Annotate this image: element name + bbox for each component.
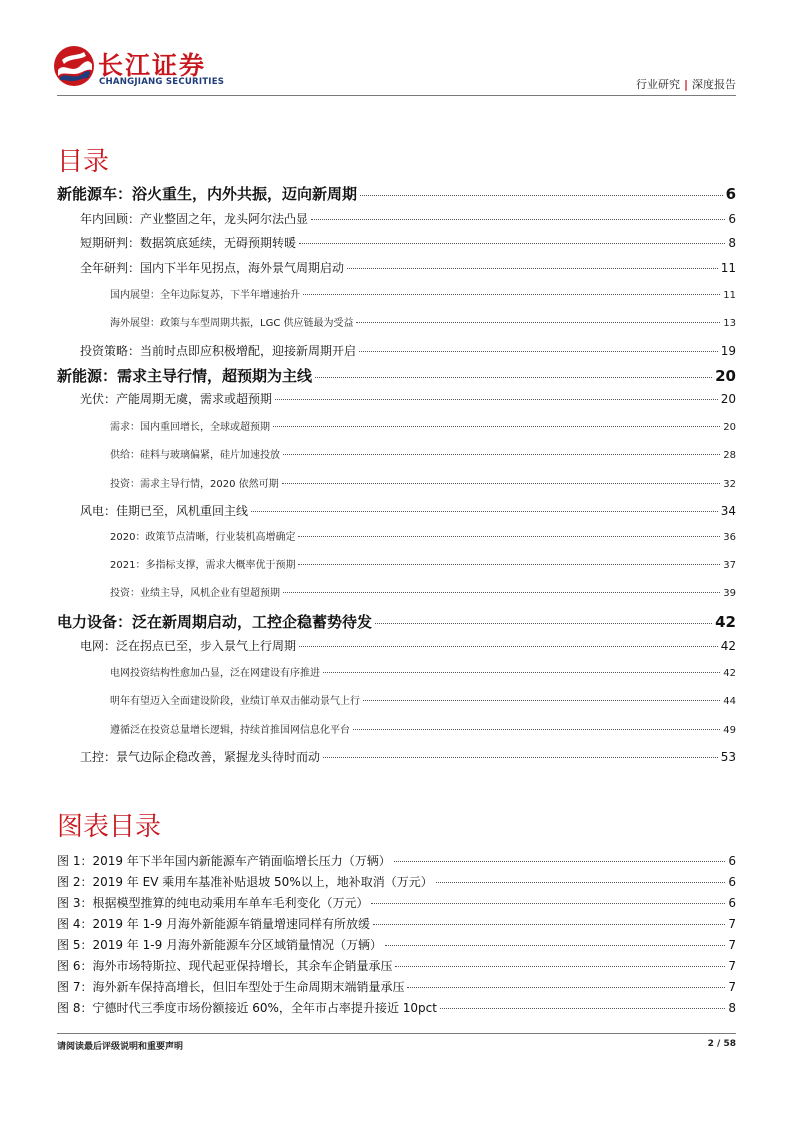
toc-entry[interactable] — [110, 584, 736, 599]
toc-entry[interactable] — [57, 611, 736, 632]
figure-entry-label: 图 5：2019 年 1-9 月海外新能源车分区域销量情况（万辆） — [57, 938, 383, 952]
toc-entry-page: 19 — [720, 344, 736, 358]
figure-entry-label: 图 8：宁德时代三季度市场份额接近 60%，全年市占率提升接近 10pct — [57, 1001, 437, 1015]
toc-entry-label: 2020：政策节点清晰，行业装机高增确定 — [110, 532, 296, 543]
toc-entry-page: 36 — [723, 532, 736, 543]
figure-entry-label: 图 3：根据模型推算的纯电动乘用车单车毛利变化（万元） — [57, 896, 369, 910]
toc-entry[interactable] — [110, 286, 736, 301]
toc-entry-page: 20 — [723, 422, 736, 433]
toc-entry-page: 8 — [728, 236, 736, 250]
figure-entry-page: 7 — [728, 917, 736, 931]
company-logo — [52, 44, 242, 90]
figure-entry-label: 图 1：2019 年下半年国内新能源车产销面临增长压力（万辆） — [57, 854, 391, 868]
header-rule — [57, 95, 736, 96]
logo-chinese-name: 长江证券 — [98, 51, 207, 80]
leader-dots — [436, 882, 726, 883]
leader-dots — [356, 322, 720, 323]
toc-entry[interactable] — [80, 210, 736, 227]
footer-disclaimer: 请阅读最后评级说明和重要声明 — [57, 1042, 184, 1052]
toc-entry-page: 11 — [723, 290, 736, 301]
toc-entry-page: 42 — [723, 668, 736, 679]
leader-dots — [315, 377, 712, 378]
toc-entry-label: 新能源：需求主导行情，超预期为主线 — [57, 367, 313, 385]
toc-entry-page: 42 — [715, 613, 736, 631]
toc-entry-label: 明年有望迈入全面建设阶段，业绩订单双击催动景气上行 — [110, 696, 360, 707]
toc-entry-label: 光伏：产能周期无虞，需求或超预期 — [80, 392, 273, 406]
leader-dots — [283, 592, 720, 593]
toc-entry[interactable] — [57, 183, 736, 204]
leader-dots — [299, 243, 725, 244]
toc-entry-label: 需求：国内重回增长，全球或超预期 — [110, 422, 270, 433]
leader-dots — [323, 672, 720, 673]
toc-entry-page: 49 — [723, 725, 736, 736]
footer-rule — [57, 1033, 736, 1034]
figure-entry-page: 6 — [728, 875, 736, 889]
figure-entry-page: 7 — [728, 959, 736, 973]
leader-dots — [385, 945, 725, 946]
toc-entry-page: 32 — [723, 479, 736, 490]
toc-entry-page: 34 — [720, 504, 736, 518]
figure-entry-page: 7 — [728, 938, 736, 952]
toc-entry-label: 海外展望：政策与车型周期共振，LGC 供应链最为受益 — [110, 318, 354, 329]
figure-entry[interactable] — [57, 957, 736, 974]
toc-entry-page: 6 — [728, 212, 736, 226]
toc-entry-label: 国内展望：全年边际复苏，下半年增速抬升 — [110, 290, 300, 301]
toc-entry-page: 6 — [725, 185, 736, 203]
toc-entry[interactable] — [110, 314, 736, 329]
figure-entry-label: 图 6：海外市场特斯拉、现代起亚保持增长，其余车企销量承压 — [57, 959, 393, 973]
leader-dots — [440, 1008, 725, 1009]
leader-dots — [407, 987, 725, 988]
leader-dots — [394, 861, 726, 862]
toc-entry-label: 投资：需求主导行情，2020 依然可期 — [110, 479, 279, 490]
figure-entry-page: 7 — [728, 980, 736, 994]
page-header — [0, 0, 793, 100]
figure-entry-page: 6 — [728, 896, 736, 910]
toc-entry[interactable] — [80, 234, 736, 251]
figure-entry[interactable] — [57, 978, 736, 995]
toc-entry[interactable] — [80, 637, 736, 654]
toc-entry-page: 42 — [720, 639, 736, 653]
toc-entry-label: 电网投资结构性愈加凸显，泛在网建设有序推进 — [110, 668, 320, 679]
leader-dots — [373, 924, 725, 925]
toc-entry[interactable] — [110, 692, 736, 707]
toc-entry[interactable] — [110, 664, 736, 679]
leader-dots — [273, 426, 720, 427]
toc-entry[interactable] — [80, 748, 736, 765]
toc-entry-page: 53 — [720, 750, 736, 764]
toc-entry-page: 37 — [723, 560, 736, 571]
figures-title: 图表目录 — [57, 812, 162, 842]
toc-entry[interactable] — [110, 528, 736, 543]
leader-dots — [303, 294, 720, 295]
toc-entry[interactable] — [80, 259, 736, 276]
toc-entry[interactable] — [110, 418, 736, 433]
toc-entry-label: 投资：业绩主导，风机企业有望超预期 — [110, 588, 280, 599]
leader-dots — [363, 700, 720, 701]
leader-dots — [282, 483, 721, 484]
leader-dots — [251, 511, 718, 512]
document-type — [636, 76, 736, 92]
toc-entry-page: 20 — [715, 367, 736, 385]
toc-entry-page: 28 — [723, 450, 736, 461]
figure-entry[interactable] — [57, 894, 736, 911]
figure-entry[interactable] — [57, 873, 736, 890]
toc-entry[interactable] — [80, 342, 736, 359]
toc-entry-page: 20 — [720, 392, 736, 406]
toc-entry-label: 年内回顾：产业整固之年，龙头阿尔法凸显 — [80, 212, 309, 226]
leader-dots — [298, 564, 720, 565]
toc-entry-page: 39 — [723, 588, 736, 599]
toc-entry-label: 电力设备：泛在新周期启动，工控企稳蓄势待发 — [57, 613, 373, 631]
logo-english-name: CHANGJIANG SECURITIES — [99, 77, 225, 87]
toc-entry-label: 全年研判：国内下半年见拐点，海外景气周期启动 — [80, 261, 345, 275]
toc-entry-label: 投资策略：当前时点即应积极增配，迎接新周期开启 — [80, 344, 357, 358]
figure-entry[interactable] — [57, 999, 736, 1016]
toc-entry-label: 供给：硅料与玻璃偏紧，硅片加速投放 — [110, 450, 280, 461]
leader-dots — [371, 903, 725, 904]
figure-entry[interactable] — [57, 915, 736, 932]
toc-entry-label: 电网：泛在拐点已至，步入景气上行周期 — [80, 639, 297, 653]
leader-dots — [283, 454, 720, 455]
toc-entry[interactable] — [110, 556, 736, 571]
toc-entry-label: 2021：多指标支撑，需求大概率优于预期 — [110, 560, 296, 571]
separator: | — [683, 78, 688, 91]
figure-entry[interactable] — [57, 936, 736, 953]
toc-entry[interactable] — [80, 390, 736, 407]
toc-entry[interactable] — [110, 721, 736, 736]
leader-dots — [353, 729, 720, 730]
leader-dots — [275, 399, 718, 400]
toc-entry-label: 风电：佳期已至，风机重回主线 — [80, 504, 249, 518]
toc-entry-page: 44 — [723, 696, 736, 707]
wave-logo-icon — [52, 44, 96, 88]
toc-entry-label: 工控：景气边际企稳改善，紧握龙头待时而动 — [80, 750, 321, 764]
toc-entry-label: 遵循泛在投资总量增长逻辑，持续首推国网信息化平台 — [110, 725, 350, 736]
toc-entry[interactable] — [80, 502, 736, 519]
toc-entry-label: 短期研判：数据筑底延续，无碍预期转暖 — [80, 236, 297, 250]
figure-entry[interactable] — [57, 852, 736, 869]
doc-category: 行业研究 — [635, 78, 680, 91]
toc-entry-label: 新能源车：浴火重生，内外共振，迈向新周期 — [57, 185, 358, 203]
toc-entry-page: 11 — [720, 261, 736, 275]
toc-entry-page: 13 — [723, 318, 736, 329]
toc-entry[interactable] — [110, 475, 736, 490]
leader-dots — [311, 219, 725, 220]
figure-entry-page: 6 — [728, 854, 736, 868]
leader-dots — [299, 646, 718, 647]
doc-subtype: 深度报告 — [692, 78, 736, 91]
figure-entry-label: 图 2：2019 年 EV 乘用车基准补贴退坡 50%以上，地补取消（万元） — [57, 875, 433, 889]
leader-dots — [347, 268, 718, 269]
toc-title: 目录 — [57, 147, 110, 177]
leader-dots — [375, 623, 712, 624]
leader-dots — [359, 351, 718, 352]
leader-dots — [395, 966, 725, 967]
toc-entry[interactable] — [110, 446, 736, 461]
page-number: 2 / 58 — [707, 1039, 736, 1049]
leader-dots — [298, 536, 720, 537]
leader-dots — [360, 195, 723, 196]
figure-entry-label: 图 4：2019 年 1-9 月海外新能源车销量增速同样有所放缓 — [57, 917, 371, 931]
figure-entry-label: 图 7：海外新车保持高增长，但旧车型处于生命周期末端销量承压 — [57, 980, 405, 994]
figure-entry-page: 8 — [728, 1001, 736, 1015]
toc-entry[interactable] — [57, 365, 736, 386]
leader-dots — [323, 757, 718, 758]
